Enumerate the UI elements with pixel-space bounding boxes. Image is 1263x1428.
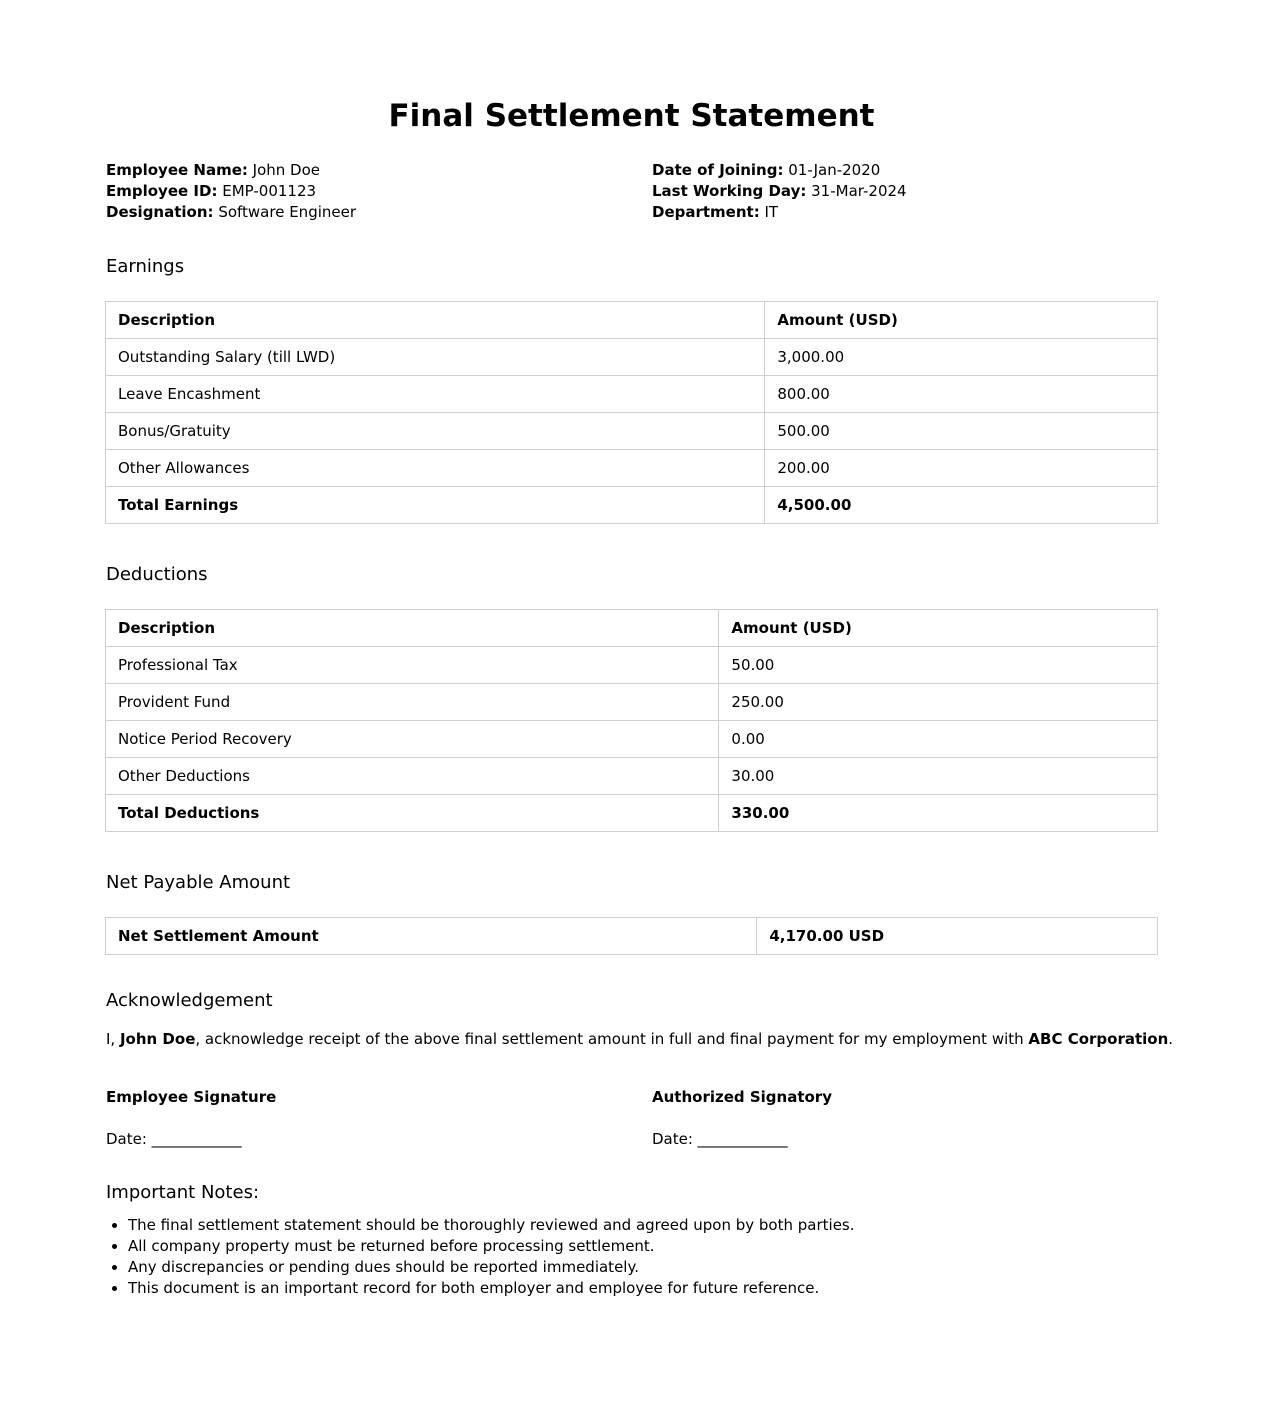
authorized-signatory-block [652, 1086, 832, 1108]
deduction-description: Professional Tax [106, 647, 719, 684]
employee-info-left [106, 160, 356, 223]
deductions-total-row [106, 795, 1158, 832]
net-payable-heading: Net Payable Amount [106, 872, 291, 893]
acknowledgement-text [106, 1028, 1206, 1050]
earnings-col-amount: Amount (USD) [765, 302, 1158, 339]
table-row [106, 647, 1158, 684]
authorized-signatory-label: Authorized Signatory [652, 1088, 832, 1106]
deductions-table [105, 609, 1158, 832]
ack-middle: , acknowledge receipt of the above final settlement amount in full and final payment for my employment with [195, 1030, 1029, 1048]
lwd-label: Last Working Day: [652, 182, 807, 200]
total-deductions-value: 330.00 [719, 795, 1158, 832]
deduction-amount: 0.00 [719, 721, 1158, 758]
deduction-description: Provident Fund [106, 684, 719, 721]
deduction-amount: 30.00 [719, 758, 1158, 795]
deduction-amount: 50.00 [719, 647, 1158, 684]
earnings-table [105, 301, 1158, 524]
employee-name-label: Employee Name: [106, 161, 248, 179]
joining-value: 01-Jan-2020 [788, 161, 881, 179]
joining-line [652, 160, 907, 181]
earning-amount: 500.00 [765, 413, 1158, 450]
employee-id-label: Employee ID: [106, 182, 218, 200]
authorized-date-line: Date: ____________ [652, 1130, 788, 1148]
earnings-header-row [106, 302, 1158, 339]
page-title: Final Settlement Statement [388, 98, 875, 134]
table-row [106, 450, 1158, 487]
ack-prefix: I, [106, 1030, 120, 1048]
list-item: • This document is an important record for both employer and employee for future reference. [128, 1278, 855, 1299]
total-deductions-label: Total Deductions [106, 795, 719, 832]
joining-label: Date of Joining: [652, 161, 784, 179]
earnings-total-row [106, 487, 1158, 524]
table-row [106, 758, 1158, 795]
deductions-header-row [106, 610, 1158, 647]
deduction-description: Notice Period Recovery [106, 721, 719, 758]
employee-date-line: Date: ____________ [106, 1130, 242, 1148]
table-row [106, 721, 1158, 758]
designation-line [106, 202, 356, 223]
department-label: Department: [652, 203, 760, 221]
deductions-heading: Deductions [106, 564, 208, 585]
list-item: • The final settlement statement should be thoroughly reviewed and agreed upon by both parties. [128, 1215, 855, 1236]
employee-id-line [106, 181, 356, 202]
table-row [106, 376, 1158, 413]
employee-id-value: EMP-001123 [222, 182, 317, 200]
lwd-line [652, 181, 907, 202]
earning-description: Leave Encashment [106, 376, 765, 413]
net-settlement-amount: 4,170.00 USD [757, 918, 1158, 955]
designation-label: Designation: [106, 203, 214, 221]
ack-suffix: . [1168, 1030, 1174, 1048]
deductions-col-description: Description [106, 610, 719, 647]
list-item: • All company property must be returned before processing settlement. [128, 1236, 855, 1257]
earning-amount: 3,000.00 [765, 339, 1158, 376]
lwd-value: 31-Mar-2024 [811, 182, 907, 200]
earning-amount: 200.00 [765, 450, 1158, 487]
earning-description: Other Allowances [106, 450, 765, 487]
earning-description: Bonus/Gratuity [106, 413, 765, 450]
net-table [105, 917, 1158, 955]
deduction-description: Other Deductions [106, 758, 719, 795]
important-notes-heading: Important Notes: [106, 1182, 260, 1203]
table-row [106, 684, 1158, 721]
total-earnings-label: Total Earnings [106, 487, 765, 524]
employee-name-value: John Doe [252, 161, 321, 179]
department-value: IT [764, 203, 779, 221]
list-item: • Any discrepancies or pending dues should be reported immediately. [128, 1257, 855, 1278]
ack-company: ABC Corporation [1028, 1030, 1169, 1048]
employee-signature-label: Employee Signature [106, 1088, 277, 1106]
table-row [106, 413, 1158, 450]
acknowledgement-heading: Acknowledgement [106, 990, 273, 1011]
earnings-col-description: Description [106, 302, 765, 339]
earnings-heading: Earnings [106, 256, 185, 277]
notes-list [106, 1215, 855, 1299]
deduction-amount: 250.00 [719, 684, 1158, 721]
net-row [106, 918, 1158, 955]
deductions-col-amount: Amount (USD) [719, 610, 1158, 647]
ack-employee-name: John Doe [119, 1030, 196, 1048]
net-settlement-label: Net Settlement Amount [106, 918, 757, 955]
earning-amount: 800.00 [765, 376, 1158, 413]
employee-signature-block [106, 1086, 276, 1108]
total-earnings-value: 4,500.00 [765, 487, 1158, 524]
employee-info-right [652, 160, 907, 223]
designation-value: Software Engineer [218, 203, 357, 221]
earning-description: Outstanding Salary (till LWD) [106, 339, 765, 376]
department-line [652, 202, 907, 223]
table-row [106, 339, 1158, 376]
employee-name-line [106, 160, 356, 181]
